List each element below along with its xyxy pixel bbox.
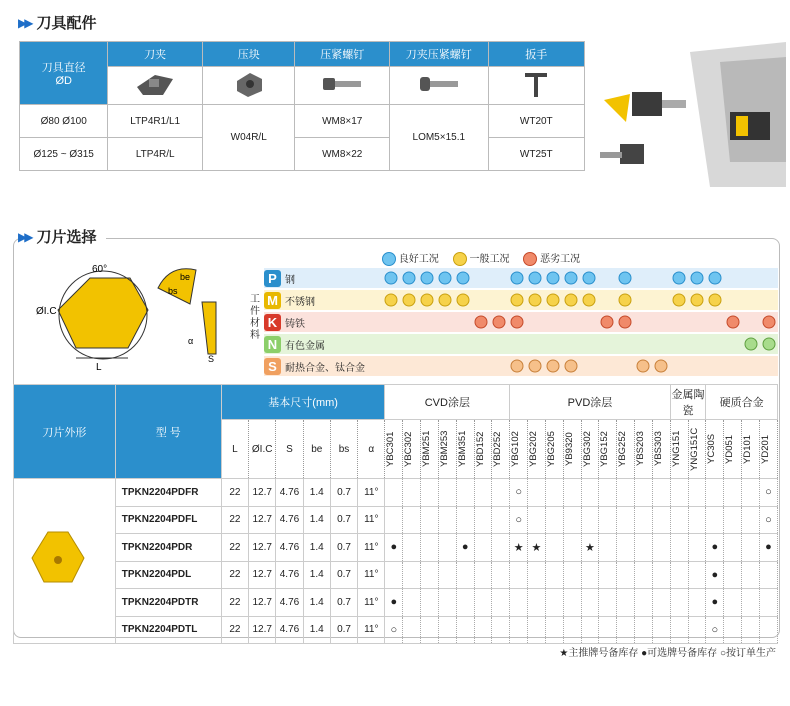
grade-col-YBD252 xyxy=(492,420,510,479)
header-model: 型 号 xyxy=(115,385,221,479)
label-ic: ØI.C xyxy=(36,306,57,317)
grade-mark xyxy=(421,506,439,534)
grade-col-YBG252 xyxy=(617,420,635,479)
grade-mark: ● xyxy=(385,534,403,562)
grade-label: YBG202 xyxy=(528,431,540,467)
grade-mark xyxy=(421,479,439,507)
dim-col-4: bs xyxy=(330,420,357,479)
grade-mark xyxy=(438,561,456,589)
grade-mark xyxy=(492,506,510,534)
grade-mark xyxy=(563,616,581,644)
grade-col-YBG302 xyxy=(581,420,599,479)
grade-mark xyxy=(456,479,474,507)
clamp-value: W04R/L xyxy=(202,105,294,171)
grade-mark xyxy=(635,506,653,534)
table-row xyxy=(14,616,778,644)
grade-mark xyxy=(742,479,760,507)
grade-label: YD201 xyxy=(759,434,771,464)
double-arrow-icon: ▶▶ xyxy=(18,15,31,30)
dim-cell: 4.76 xyxy=(276,534,303,562)
dim-cell: 12.7 xyxy=(249,479,276,507)
dim-cell: 22 xyxy=(221,506,248,534)
grade-mark xyxy=(403,534,421,562)
grade-mark xyxy=(528,561,546,589)
grade-mark: ● xyxy=(759,534,777,562)
dim-cell: 1.4 xyxy=(303,534,330,562)
grade-mark xyxy=(456,616,474,644)
section2-title: ▶▶ 刀片选择 xyxy=(18,226,106,247)
label-be: be xyxy=(180,272,191,282)
holder-screw-value: LOM5×15.1 xyxy=(390,105,489,171)
table-row xyxy=(14,506,778,534)
grade-mark xyxy=(688,616,706,644)
grade-mark xyxy=(385,561,403,589)
grade-mark xyxy=(403,589,421,617)
cutter-assembly-image xyxy=(590,42,786,187)
grade-label: YBM253 xyxy=(438,430,450,468)
dim-col-0: L xyxy=(221,420,248,479)
dia-row-2: Ø125 ~ Ø315 xyxy=(20,138,108,171)
grade-label: YBM351 xyxy=(456,430,468,468)
material-name-K: 铸铁 xyxy=(285,318,305,330)
grade-mark xyxy=(724,479,742,507)
grade-mark xyxy=(545,616,563,644)
grade-mark xyxy=(759,561,777,589)
grade-mark xyxy=(438,534,456,562)
dim-cell: 4.76 xyxy=(276,561,303,589)
insert-shape-image xyxy=(28,528,88,586)
grade-col-YBG205 xyxy=(545,420,563,479)
grade-mark: ● xyxy=(706,561,724,589)
grade-col-YBC301 xyxy=(385,420,403,479)
grade-mark xyxy=(724,506,742,534)
holder-row-1: LTP4R1/L1 xyxy=(108,105,203,138)
dim-cell: 0.7 xyxy=(330,561,357,589)
grade-mark xyxy=(545,479,563,507)
grade-label: YNG151C xyxy=(688,427,700,471)
grade-mark xyxy=(617,534,635,562)
workpiece-label: 工件材料 xyxy=(250,294,260,341)
grade-mark xyxy=(670,561,688,589)
grade-col-YBG102 xyxy=(510,420,528,479)
dim-cell: 12.7 xyxy=(249,589,276,617)
dim-cell: 0.7 xyxy=(330,589,357,617)
label-L: L xyxy=(96,362,102,373)
holder-row-2: LTP4R/L xyxy=(108,138,203,171)
grade-label: YD051 xyxy=(724,434,736,464)
dim-cell: 12.7 xyxy=(249,534,276,562)
grade-label: YBG252 xyxy=(617,431,629,467)
grade-mark xyxy=(635,561,653,589)
good-face-icon xyxy=(382,252,396,266)
grade-mark xyxy=(724,589,742,617)
dim-cell: 22 xyxy=(221,479,248,507)
dim-cell: 22 xyxy=(221,616,248,644)
header-clamp: 压块 xyxy=(202,42,294,67)
grade-mark xyxy=(759,589,777,617)
grade-col-YC30S xyxy=(706,420,724,479)
model-cell: TPKN2204PDR xyxy=(115,534,221,562)
grade-col-YBM251 xyxy=(421,420,439,479)
header-shape: 刀片外形 xyxy=(14,385,116,479)
grade-label: YNG151 xyxy=(670,430,682,468)
grade-col-YB9320 xyxy=(563,420,581,479)
grade-mark xyxy=(599,589,617,617)
grade-mark xyxy=(599,506,617,534)
grade-mark xyxy=(474,479,492,507)
dim-cell: 22 xyxy=(221,561,248,589)
grade-col-YNG151 xyxy=(670,420,688,479)
dia-row-1: Ø80 Ø100 xyxy=(20,105,108,138)
rating-faces xyxy=(383,268,778,378)
grade-mark: ● xyxy=(456,534,474,562)
grade-mark xyxy=(474,589,492,617)
dim-cell: 4.76 xyxy=(276,589,303,617)
grade-mark xyxy=(438,506,456,534)
grade-mark xyxy=(599,616,617,644)
header-carbide: 硬质合金 xyxy=(706,385,778,420)
legend: 良好工况 一般工况 恶劣工况 xyxy=(382,250,580,266)
grade-mark xyxy=(474,506,492,534)
grade-mark xyxy=(581,589,599,617)
grade-col-YBM253 xyxy=(438,420,456,479)
grade-mark xyxy=(403,506,421,534)
grade-mark xyxy=(635,534,653,562)
grade-mark xyxy=(706,479,724,507)
grade-mark xyxy=(385,506,403,534)
label-alpha: α xyxy=(188,336,194,346)
grade-mark xyxy=(510,589,528,617)
grade-mark xyxy=(581,561,599,589)
grade-mark: ★ xyxy=(581,534,599,562)
table-row xyxy=(14,479,778,507)
grade-mark xyxy=(456,589,474,617)
dim-cell: 11° xyxy=(358,534,385,562)
model-cell: TPKN2204PDTL xyxy=(115,616,221,644)
grade-mark xyxy=(545,561,563,589)
grade-mark xyxy=(670,616,688,644)
material-name-M: 不锈钢 xyxy=(285,296,315,308)
grade-mark xyxy=(635,589,653,617)
grade-mark xyxy=(652,479,670,507)
grade-mark xyxy=(563,561,581,589)
grade-mark xyxy=(742,534,760,562)
grade-mark xyxy=(652,534,670,562)
grade-mark xyxy=(492,561,510,589)
clamp-image xyxy=(202,67,294,105)
grade-col-YBD152 xyxy=(474,420,492,479)
dim-cell: 1.4 xyxy=(303,479,330,507)
insert-table xyxy=(13,384,778,644)
label-S: S xyxy=(208,354,215,364)
insert-geometry-diagram xyxy=(30,258,255,376)
holder-image xyxy=(108,67,203,105)
grade-mark: ● xyxy=(706,534,724,562)
label-bs: bs xyxy=(168,286,178,296)
grade-mark xyxy=(688,506,706,534)
grade-mark xyxy=(438,616,456,644)
grade-mark xyxy=(528,589,546,617)
header-dims: 基本尺寸(mm) xyxy=(221,385,385,420)
material-name-N: 有色金属 xyxy=(285,340,325,352)
grade-mark: ○ xyxy=(759,506,777,534)
dim-cell: 0.7 xyxy=(330,534,357,562)
grade-mark xyxy=(492,534,510,562)
dim-cell: 4.76 xyxy=(276,479,303,507)
dim-cell: 0.7 xyxy=(330,506,357,534)
dim-cell: 1.4 xyxy=(303,616,330,644)
grade-mark xyxy=(492,616,510,644)
grade-mark xyxy=(688,479,706,507)
grade-mark xyxy=(724,534,742,562)
grade-mark xyxy=(599,479,617,507)
grade-label: YBD152 xyxy=(474,431,486,467)
dim-cell: 11° xyxy=(358,561,385,589)
grade-mark xyxy=(403,479,421,507)
grade-col-YD051 xyxy=(724,420,742,479)
grade-mark: ● xyxy=(706,589,724,617)
grade-label: YBM251 xyxy=(421,430,433,468)
grade-mark: ★ xyxy=(510,534,528,562)
grade-mark xyxy=(617,479,635,507)
accessories-table xyxy=(19,41,585,171)
grade-label: YBS303 xyxy=(652,431,664,467)
dim-cell: 11° xyxy=(358,479,385,507)
dim-cell: 12.7 xyxy=(249,616,276,644)
grade-mark xyxy=(599,561,617,589)
wrench-image xyxy=(488,67,584,105)
grade-col-YBS203 xyxy=(635,420,653,479)
grade-mark xyxy=(528,506,546,534)
grade-mark xyxy=(510,616,528,644)
grade-col-YD201 xyxy=(759,420,777,479)
grade-mark xyxy=(545,506,563,534)
grade-mark xyxy=(492,589,510,617)
grade-mark xyxy=(474,616,492,644)
grade-mark xyxy=(385,479,403,507)
grade-mark xyxy=(510,561,528,589)
grade-mark xyxy=(545,589,563,617)
grade-mark xyxy=(688,589,706,617)
grade-mark: ○ xyxy=(385,616,403,644)
grade-mark xyxy=(617,589,635,617)
grade-col-YD101 xyxy=(742,420,760,479)
dim-cell: 12.7 xyxy=(249,561,276,589)
model-cell: TPKN2204PDL xyxy=(115,561,221,589)
dim-cell: 4.76 xyxy=(276,506,303,534)
grade-col-YBG152 xyxy=(599,420,617,479)
label-angle: 60° xyxy=(92,264,108,275)
grade-mark xyxy=(474,561,492,589)
grade-mark xyxy=(652,506,670,534)
grade-mark xyxy=(724,616,742,644)
header-holder: 刀夹 xyxy=(108,42,203,67)
grade-mark: ○ xyxy=(759,479,777,507)
screw-image xyxy=(295,67,390,105)
grade-col-YNG151C xyxy=(688,420,706,479)
table-row xyxy=(14,589,778,617)
grade-mark xyxy=(652,561,670,589)
material-tag-K: K xyxy=(264,314,281,331)
grade-mark xyxy=(581,479,599,507)
dim-cell: 11° xyxy=(358,616,385,644)
grade-mark xyxy=(670,479,688,507)
grade-col-YBG202 xyxy=(528,420,546,479)
grade-label: YBG205 xyxy=(545,431,557,467)
grade-label: YC30S xyxy=(706,433,718,465)
grade-mark xyxy=(652,616,670,644)
grade-label: YBD252 xyxy=(492,431,504,467)
material-tag-P: P xyxy=(264,270,281,287)
dim-cell: 11° xyxy=(358,589,385,617)
dim-cell: 4.76 xyxy=(276,616,303,644)
header-cvd: CVD涂层 xyxy=(385,385,510,420)
dim-cell: 22 xyxy=(221,534,248,562)
grade-mark: ★ xyxy=(528,534,546,562)
dim-cell: 11° xyxy=(358,506,385,534)
grade-mark: ○ xyxy=(706,616,724,644)
grade-mark xyxy=(438,479,456,507)
dim-cell: 12.7 xyxy=(249,506,276,534)
grade-mark: ○ xyxy=(510,506,528,534)
grade-mark xyxy=(545,534,563,562)
bad-face-icon xyxy=(523,252,537,266)
grade-mark xyxy=(492,479,510,507)
grade-mark xyxy=(670,534,688,562)
dim-cell: 1.4 xyxy=(303,589,330,617)
section1-title: ▶▶ 刀具配件 xyxy=(18,15,97,32)
grade-mark xyxy=(617,616,635,644)
grade-mark: ● xyxy=(385,589,403,617)
grade-mark xyxy=(403,561,421,589)
dim-cell: 1.4 xyxy=(303,561,330,589)
header-pvd: PVD涂层 xyxy=(510,385,670,420)
holder-screw-image xyxy=(390,67,489,105)
grade-mark xyxy=(706,506,724,534)
dim-cell: 1.4 xyxy=(303,506,330,534)
grade-col-YBC302 xyxy=(403,420,421,479)
grade-label: YD101 xyxy=(742,434,754,464)
grade-mark xyxy=(724,561,742,589)
grade-label: YBG152 xyxy=(599,431,611,467)
grade-mark xyxy=(742,506,760,534)
grade-mark xyxy=(742,561,760,589)
grade-mark xyxy=(563,506,581,534)
wrench-row-2: WT25T xyxy=(488,138,584,171)
grade-label: YB9320 xyxy=(563,432,575,466)
model-cell: TPKN2204PDTR xyxy=(115,589,221,617)
grade-mark xyxy=(688,534,706,562)
grade-mark xyxy=(581,506,599,534)
header-screw: 压紧螺钉 xyxy=(295,42,390,67)
header-cermet: 金属陶瓷 xyxy=(670,385,706,420)
grade-col-YBM351 xyxy=(456,420,474,479)
dim-cell: 22 xyxy=(221,589,248,617)
grade-mark xyxy=(438,589,456,617)
grade-mark xyxy=(742,616,760,644)
grade-mark xyxy=(635,616,653,644)
grade-mark xyxy=(635,479,653,507)
grade-mark xyxy=(421,534,439,562)
wrench-row-1: WT20T xyxy=(488,105,584,138)
grade-mark xyxy=(652,589,670,617)
screw-row-2: WM8×22 xyxy=(295,138,390,171)
grade-mark xyxy=(528,479,546,507)
header-holder-screw: 刀夹压紧螺钉 xyxy=(390,42,489,67)
model-cell: TPKN2204PDFL xyxy=(115,506,221,534)
dim-col-3: be xyxy=(303,420,330,479)
grade-mark xyxy=(421,616,439,644)
grade-label: YBC302 xyxy=(403,431,415,467)
grade-mark xyxy=(742,589,760,617)
grade-mark xyxy=(581,616,599,644)
grade-mark xyxy=(563,589,581,617)
grade-mark xyxy=(456,561,474,589)
model-cell: TPKN2204PDFR xyxy=(115,479,221,507)
grade-mark xyxy=(759,616,777,644)
footnote: ★主推牌号备库存 ●可选牌号备库存 ○按订单生产 xyxy=(559,648,776,659)
grade-mark xyxy=(421,561,439,589)
material-tag-M: M xyxy=(264,292,281,309)
grade-mark xyxy=(599,534,617,562)
material-tag-S: S xyxy=(264,358,281,375)
material-tag-N: N xyxy=(264,336,281,353)
grade-label: YBS203 xyxy=(635,431,647,467)
material-name-S: 耐热合金、钛合金 xyxy=(285,362,365,374)
grade-mark: ○ xyxy=(510,479,528,507)
double-arrow-icon: ▶▶ xyxy=(18,229,31,244)
table-row xyxy=(14,534,778,562)
dim-col-1: ØI.C xyxy=(249,420,276,479)
dim-col-5: α xyxy=(358,420,385,479)
grade-mark xyxy=(617,506,635,534)
grade-mark xyxy=(474,534,492,562)
dim-cell: 0.7 xyxy=(330,479,357,507)
screw-row-1: WM8×17 xyxy=(295,105,390,138)
grade-mark xyxy=(670,506,688,534)
grade-mark xyxy=(617,561,635,589)
grade-mark xyxy=(456,506,474,534)
material-name-P: 钢 xyxy=(285,274,295,286)
ok-face-icon xyxy=(453,252,467,266)
grade-mark xyxy=(563,479,581,507)
grade-mark xyxy=(670,589,688,617)
dim-cell: 0.7 xyxy=(330,616,357,644)
dim-col-2: S xyxy=(276,420,303,479)
grade-label: YBG302 xyxy=(581,431,593,467)
grade-label: YBC301 xyxy=(385,431,397,467)
grade-mark xyxy=(403,616,421,644)
grade-mark xyxy=(528,616,546,644)
header-wrench: 扳手 xyxy=(488,42,584,67)
grade-label: YBG102 xyxy=(510,431,522,467)
grade-mark xyxy=(688,561,706,589)
grade-col-YBS303 xyxy=(652,420,670,479)
header-diameter: 刀具直径 ØD xyxy=(20,42,108,105)
grade-mark xyxy=(563,534,581,562)
grade-mark xyxy=(421,589,439,617)
table-row xyxy=(14,561,778,589)
